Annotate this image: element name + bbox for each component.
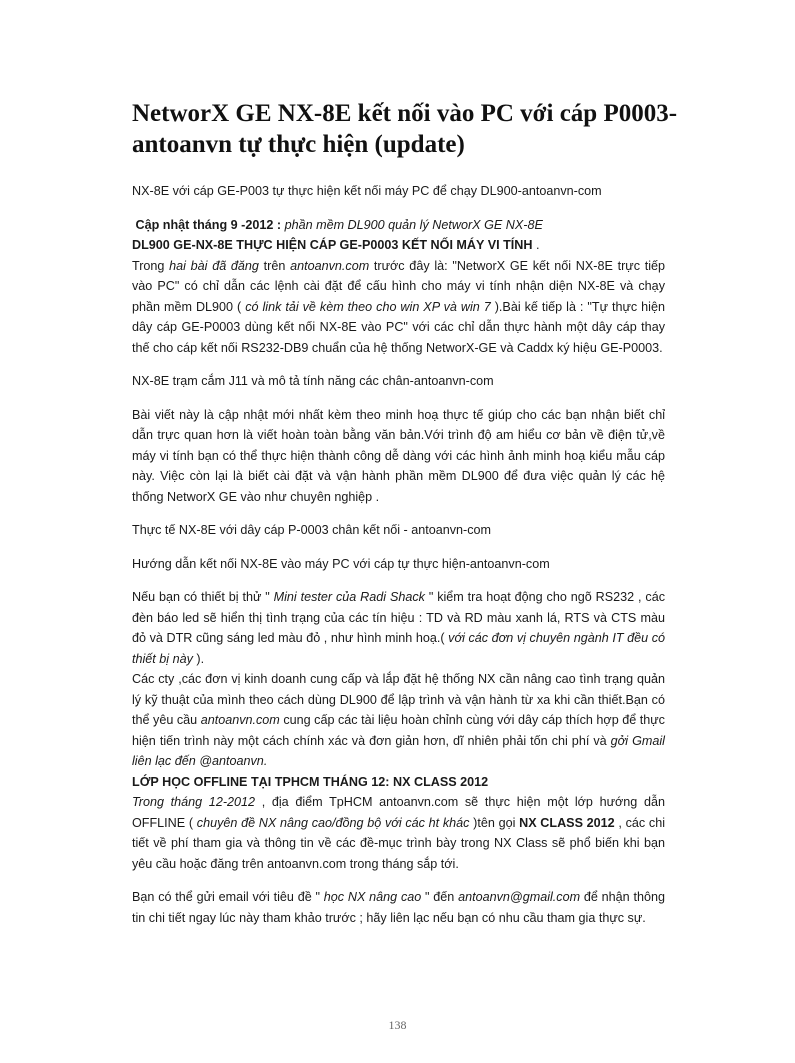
section-heading — [132, 235, 665, 256]
text-run: Bạn có thể gửi email với tiêu đề " — [132, 890, 324, 904]
text-run: cung cấp các tài liệu hoàn chỉnh cùng với dây cáp thích hợp để thực hiện tiến trình này một cách chính xác và đơn giản hơn, dĩ nhiên phải tốn chi phí và — [132, 713, 665, 748]
paragraph — [132, 887, 665, 928]
text-run: " đến — [421, 890, 459, 904]
update-text: phần mềm DL900 quản lý NetworX GE NX-8E — [284, 217, 543, 232]
article-body — [132, 181, 665, 928]
text-run-italic: Trong tháng 12-2012 — [132, 795, 256, 809]
text-run-italic: gởi Gmail liên lạc đến @antoanvn. — [132, 733, 665, 768]
text-run-italic: antoanvn.com — [290, 258, 370, 273]
text-run: Nếu bạn có thiết bị thử " — [132, 590, 274, 604]
text-run: Các cty ,các đơn vị kinh doanh cung cấp và lắp đặt hệ thống NX cần nâng cao tình trạng quản lý kỹ thuật của mình theo cách dùng DL900 để lập trình và vận hành từ xa khi cần thiết.Bạn có thể yêu cầu — [132, 672, 665, 727]
update-note — [132, 215, 665, 236]
text-run: trước đây là: "NetworX GE kết nối NX-8E trực tiếp vào PC" có chỉ dẫn các lệnh cài đặt để cấu hình cho máy vi tính nhận diện NX-8E và chạy phần mềm DL900 ( — [132, 258, 666, 314]
update-label: Cập nhật tháng 9 -2012 : — [135, 217, 282, 232]
heading-text: DL900 GE-NX-8E THỰC HIỆN CÁP GE-P0003 KẾT NỐI MÁY VI TÍNH — [132, 238, 533, 252]
text-run-italic: hai bài đã đăng — [169, 258, 259, 273]
text-run-italic: antoanvn.com — [200, 713, 280, 727]
text-run: " kiểm tra hoạt động cho ngõ RS232 , các đèn báo led sẽ hiển thị tình trạng của các tín hiệu : TD và RD màu xanh lá, RTS và CTS màu đỏ và DTR cũng sáng led màu đỏ , như hình minh hoạ.( — [132, 590, 666, 645]
text-run-italic: chuyên đề NX nâng cao/đồng bộ với các ht khác — [196, 815, 470, 830]
page-title: NetworX GE NX-8E kết nối vào PC với cáp P0003-antoanvn tự thực hiện (update) — [132, 100, 678, 158]
text-run-italic: antoanvn@gmail.com — [458, 890, 581, 904]
paragraph — [132, 669, 665, 772]
text-run-italic: có link tải về kèm theo cho win XP và win 7 — [245, 299, 491, 314]
text-run: để nhận thông tin chi tiết ngay lúc này tham khảo trước ; hãy liên lạc nếu bạn có nhu cầu tham gia thực sự. — [132, 890, 665, 925]
paragraph: Bài viết này là cập nhật mới nhất kèm theo minh hoạ thực tế giúp cho các bạn nhận biết chỉ dẫn trực quan hơn là viết hoàn toàn bằng văn bản.Với trình độ am hiểu cơ bản về điện tử,về máy vi tính bạn có thể thực hiện thành công dễ dàng với các hình ảnh minh hoạ kiểu mẫu cáp này. Việc còn lại là biết cài đặt và vận hành phần mềm DL900 để đưa việc quản lý các hệ thống NetworX GE vào như chuyên nghiệp . — [132, 407, 665, 504]
section-heading: LỚP HỌC OFFLINE TẠI TPHCM THÁNG 12: NX CLASS 2012 — [132, 774, 489, 789]
text-run: , địa điểm TpHCM antoanvn.com sẽ thực hiện một lớp hướng dẫn OFFLINE ( — [132, 795, 665, 830]
paragraph — [132, 792, 665, 874]
image-caption: NX-8E với cáp GE-P003 tự thực hiện kết nối máy PC để chạy DL900-antoanvn-com — [132, 184, 602, 198]
paragraph — [132, 256, 665, 359]
heading-suffix: . — [532, 238, 540, 252]
text-run: ).Bài kế tiếp là : "Tự thực hiện dây cáp GE-P0003 dùng kết nối NX-8E vào PC" với các chỉ dẫn thực hành một dây cáp thay thế cho cáp kết nối RS232-DB9 chuẩn của hệ thống NetworX-GE và Caddx ký hiệu GE-P0003. — [132, 299, 665, 355]
text-run: , các chi tiết về phí tham gia và thông tin về các đề-mục trình bày trong NX Class sẽ phổ biến khi bạn yêu cầu hoặc đăng trên antoanvn.com trong tháng sắp tới. — [132, 815, 666, 871]
text-run-italic: học NX nâng cao — [323, 890, 422, 904]
image-caption: Hướng dẫn kết nối NX-8E vào máy PC với cáp tự thực hiện-antoanvn-com — [132, 556, 550, 571]
text-run-italic: Mini tester của Radi Shack — [273, 590, 425, 604]
text-run: Trong — [132, 258, 170, 273]
page-number: 138 — [388, 1018, 407, 1032]
text-run-italic: với các đơn vị chuyên ngành IT đều có thiết bị này — [132, 631, 665, 666]
image-caption: NX-8E trạm cắm J11 và mô tả tính năng các chân-antoanvn-com — [132, 374, 494, 388]
text-run: ). — [192, 651, 205, 666]
text-run-bold: NX CLASS 2012 — [519, 815, 615, 830]
image-caption: Thực tế NX-8E với dây cáp P-0003 chân kết nối - antoanvn-com — [132, 523, 491, 537]
paragraph — [132, 587, 665, 669]
text-run: trên — [258, 258, 291, 273]
text-run: )tên gọi — [469, 815, 520, 830]
